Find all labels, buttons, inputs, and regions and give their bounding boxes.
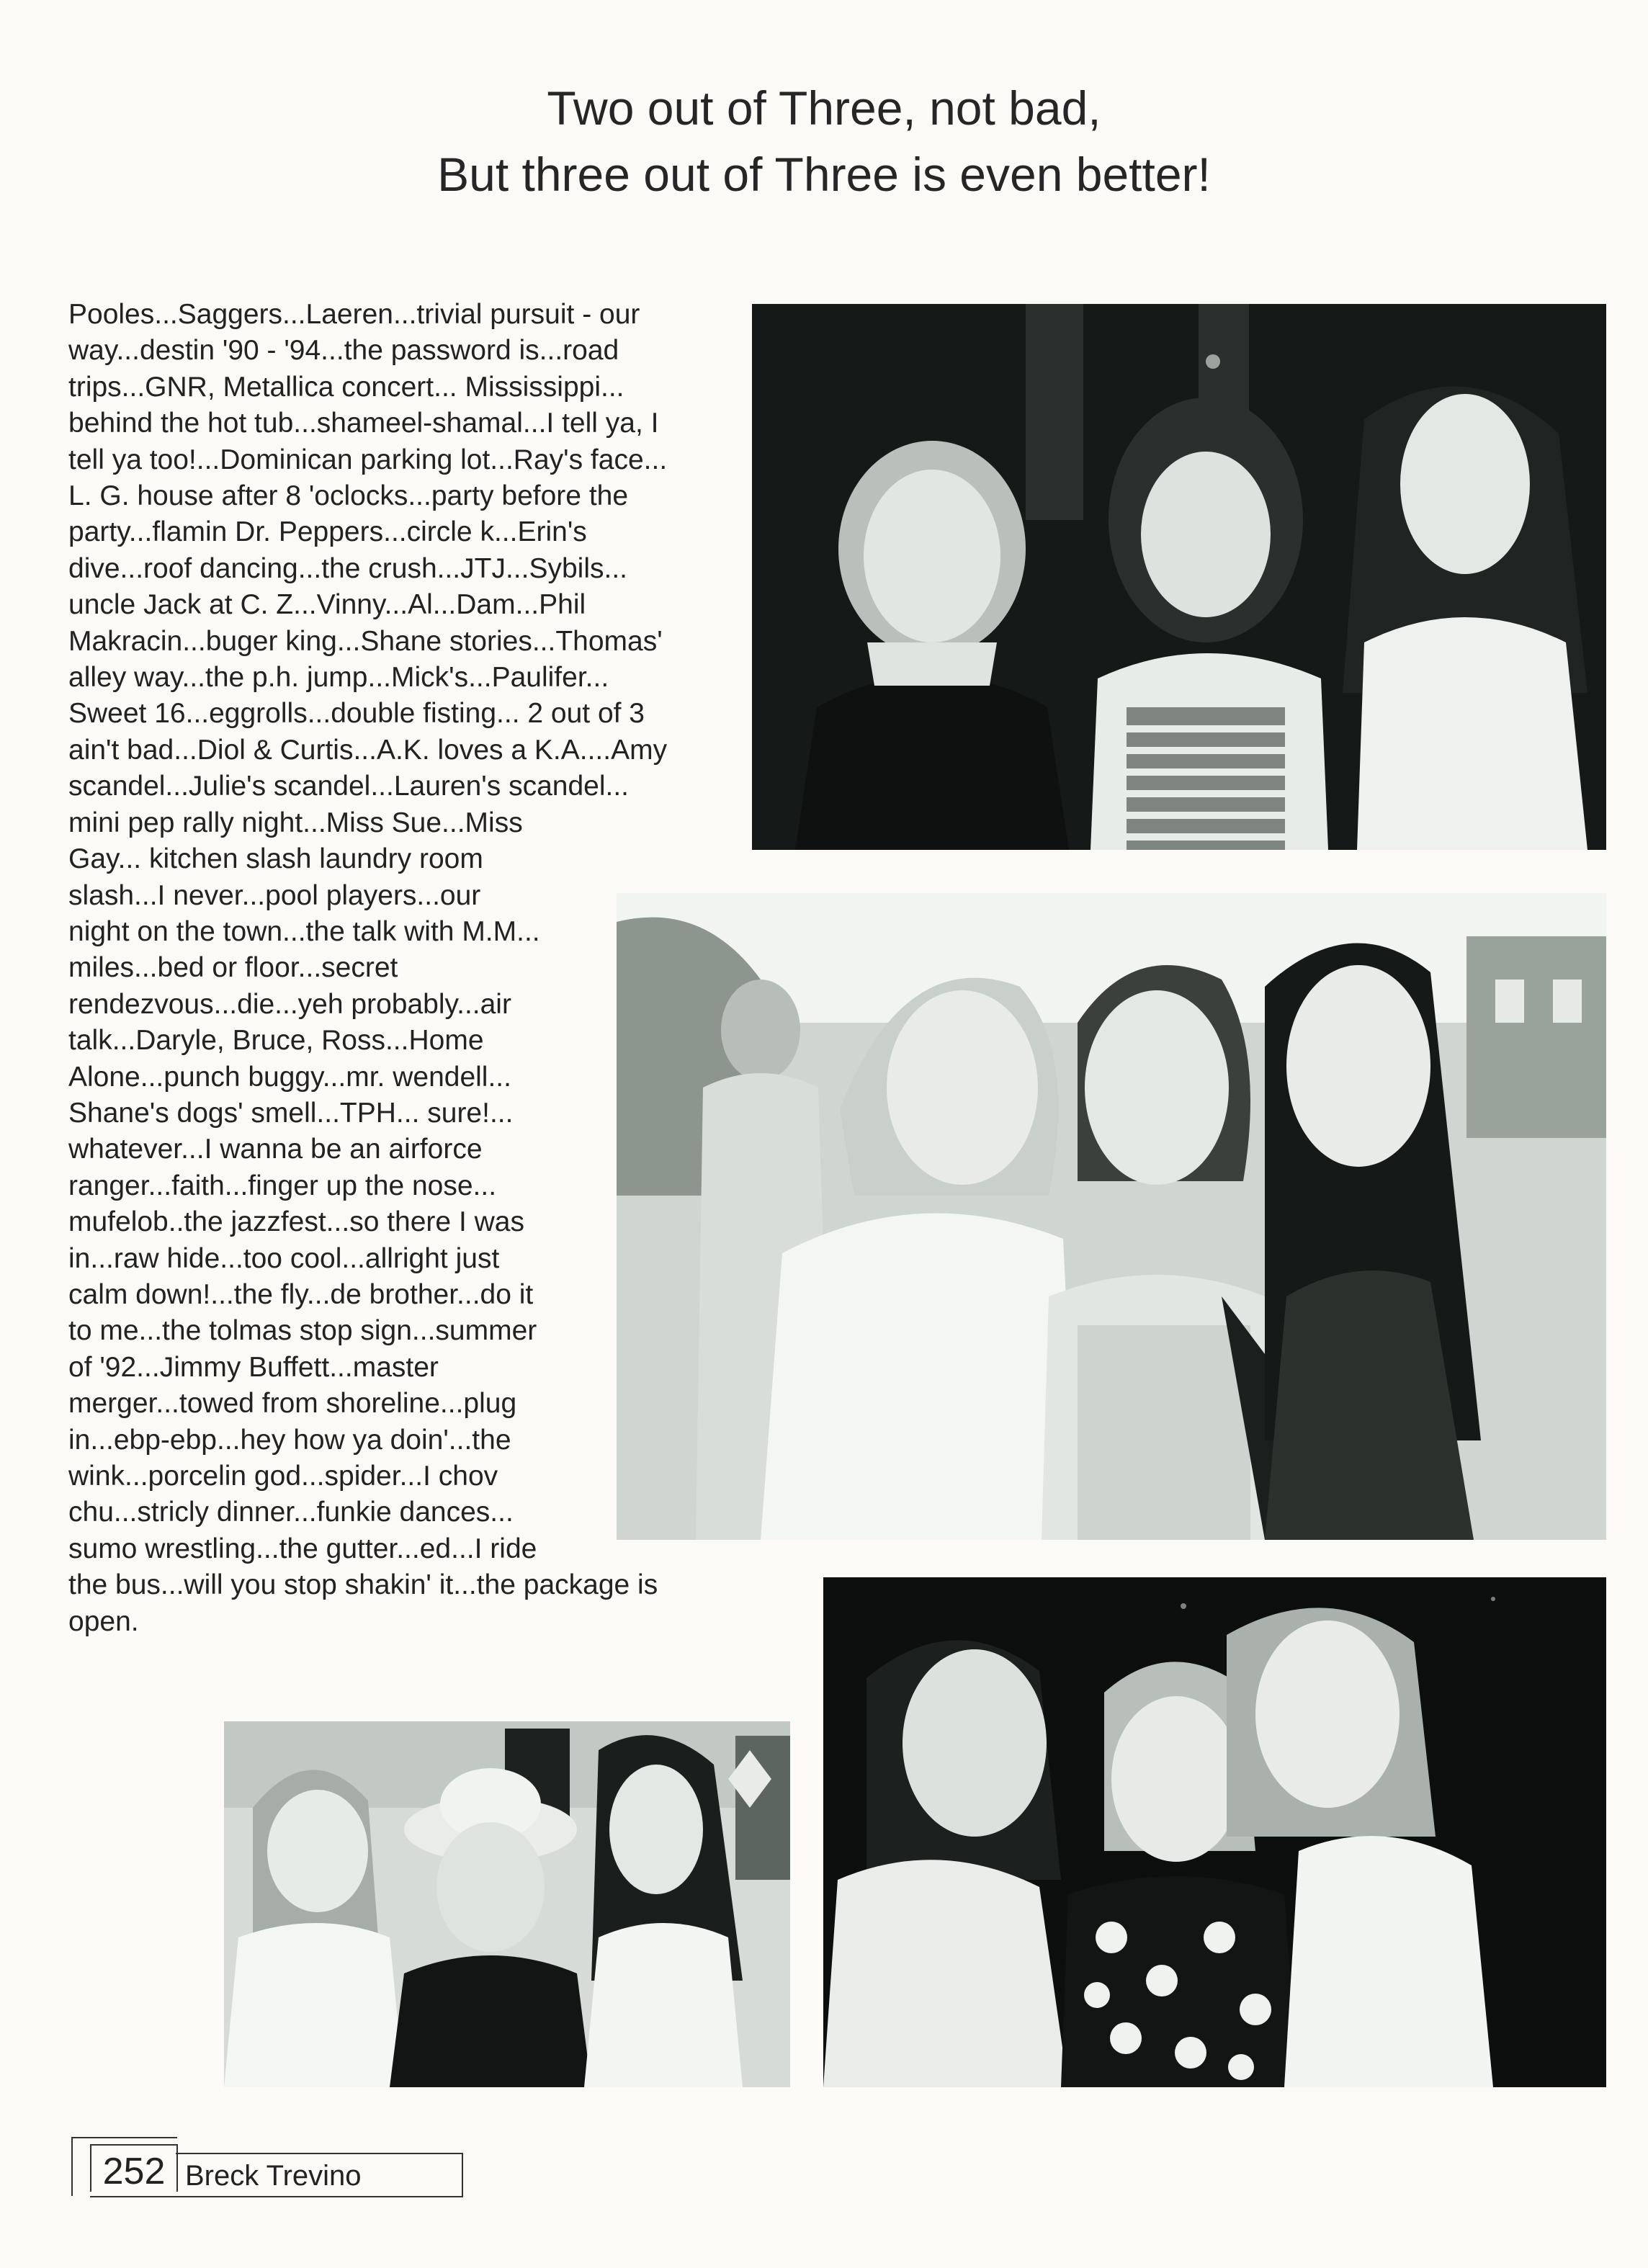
student-name: Breck Trevino	[185, 2160, 362, 2192]
memory-line: behind the hot tub...shameel-shamal...I tell ya, I	[68, 408, 659, 439]
memory-line: alley way...the p.h. jump...Mick's...Paulifer...	[68, 662, 609, 694]
memory-line: L. G. house after 8 'oclocks...party before the	[68, 480, 629, 512]
memory-line: of '92...Jimmy Buffett...master	[68, 1351, 439, 1383]
memory-line: Makracin...buger king...Shane stories...Thomas'	[68, 625, 663, 657]
title-line-2: But three out of Three is even better!	[437, 148, 1211, 201]
memory-line: Gay... kitchen slash laundry room	[68, 843, 483, 875]
memory-line: chu...stricly dinner...funkie dances...	[68, 1497, 514, 1528]
page-title	[0, 75, 1648, 207]
photo-three-friends-night	[823, 1577, 1606, 2087]
memory-line: miles...bed or floor...secret	[68, 952, 398, 984]
memory-line: Pooles...Saggers...Laeren...trivial pursuit - our	[68, 299, 640, 330]
memory-line: open.	[68, 1605, 139, 1637]
photo-three-friends-top	[752, 304, 1606, 850]
memory-line: Alone...punch buggy...mr. wendell...	[68, 1061, 511, 1093]
memory-line: rendezvous...die...yeh probably...air	[68, 988, 511, 1020]
memory-line: trips...GNR, Metallica concert... Mississippi...	[68, 371, 624, 403]
memory-line: ranger...faith...finger up the nose...	[68, 1170, 497, 1201]
memory-line: night on the town...the talk with M.M...	[68, 915, 540, 947]
memory-line: to me...the tolmas stop sign...summer	[68, 1315, 537, 1347]
memory-line: Shane's dogs' smell...TPH... sure!...	[68, 1097, 514, 1129]
page-number-frame	[90, 2144, 178, 2192]
memory-line: calm down!...the fly...de brother...do it	[68, 1278, 534, 1310]
folio	[71, 2137, 466, 2196]
memory-line: ain't bad...Diol & Curtis...A.K. loves a K.A....Amy	[68, 734, 668, 766]
memory-line: sumo wrestling...the gutter...ed...I ride	[68, 1533, 537, 1564]
memory-line: wink...porcelin god...spider...I chov	[68, 1461, 498, 1492]
memory-line: whatever...I wanna be an airforce	[68, 1134, 483, 1165]
memory-line: dive...roof dancing...the crush...JTJ...Sybils...	[68, 552, 628, 584]
memory-line: scandel...Julie's scandel...Lauren's scandel...	[68, 771, 630, 802]
title-line-1: Two out of Three, not bad,	[547, 81, 1101, 135]
memory-line: in...raw hide...too cool...allright just	[68, 1242, 500, 1274]
memory-line: uncle Jack at C. Z...Vinny...Al...Dam...Phil	[68, 589, 586, 621]
memory-line: in...ebp-ebp...hey how ya doin'...the	[68, 1424, 511, 1456]
photo-three-friends-hat	[224, 1721, 790, 2087]
memory-line: mufelob..the jazzfest...so there I was	[68, 1206, 524, 1238]
memory-line: party...flamin Dr. Peppers...circle k...Erin's	[68, 516, 587, 548]
memory-line: slash...I never...pool players...our	[68, 879, 481, 911]
memory-line: tell ya too!...Dominican parking lot...Ray's face...	[68, 444, 668, 475]
memory-line: talk...Daryle, Bruce, Ross...Home	[68, 1025, 484, 1057]
memory-line: merger...towed from shoreline...plug	[68, 1388, 517, 1420]
memory-line: mini pep rally night...Miss Sue...Miss	[68, 807, 523, 838]
memory-line: Sweet 16...eggrolls...double fisting... 2 out of 3	[68, 698, 645, 730]
photo-three-friends-middle	[617, 893, 1606, 1540]
page-number: 252	[102, 2151, 166, 2192]
memory-line: way...destin '90 - '94...the password is...road	[68, 335, 619, 367]
memory-line: the bus...will you stop shakin' it...the package is	[68, 1569, 658, 1601]
